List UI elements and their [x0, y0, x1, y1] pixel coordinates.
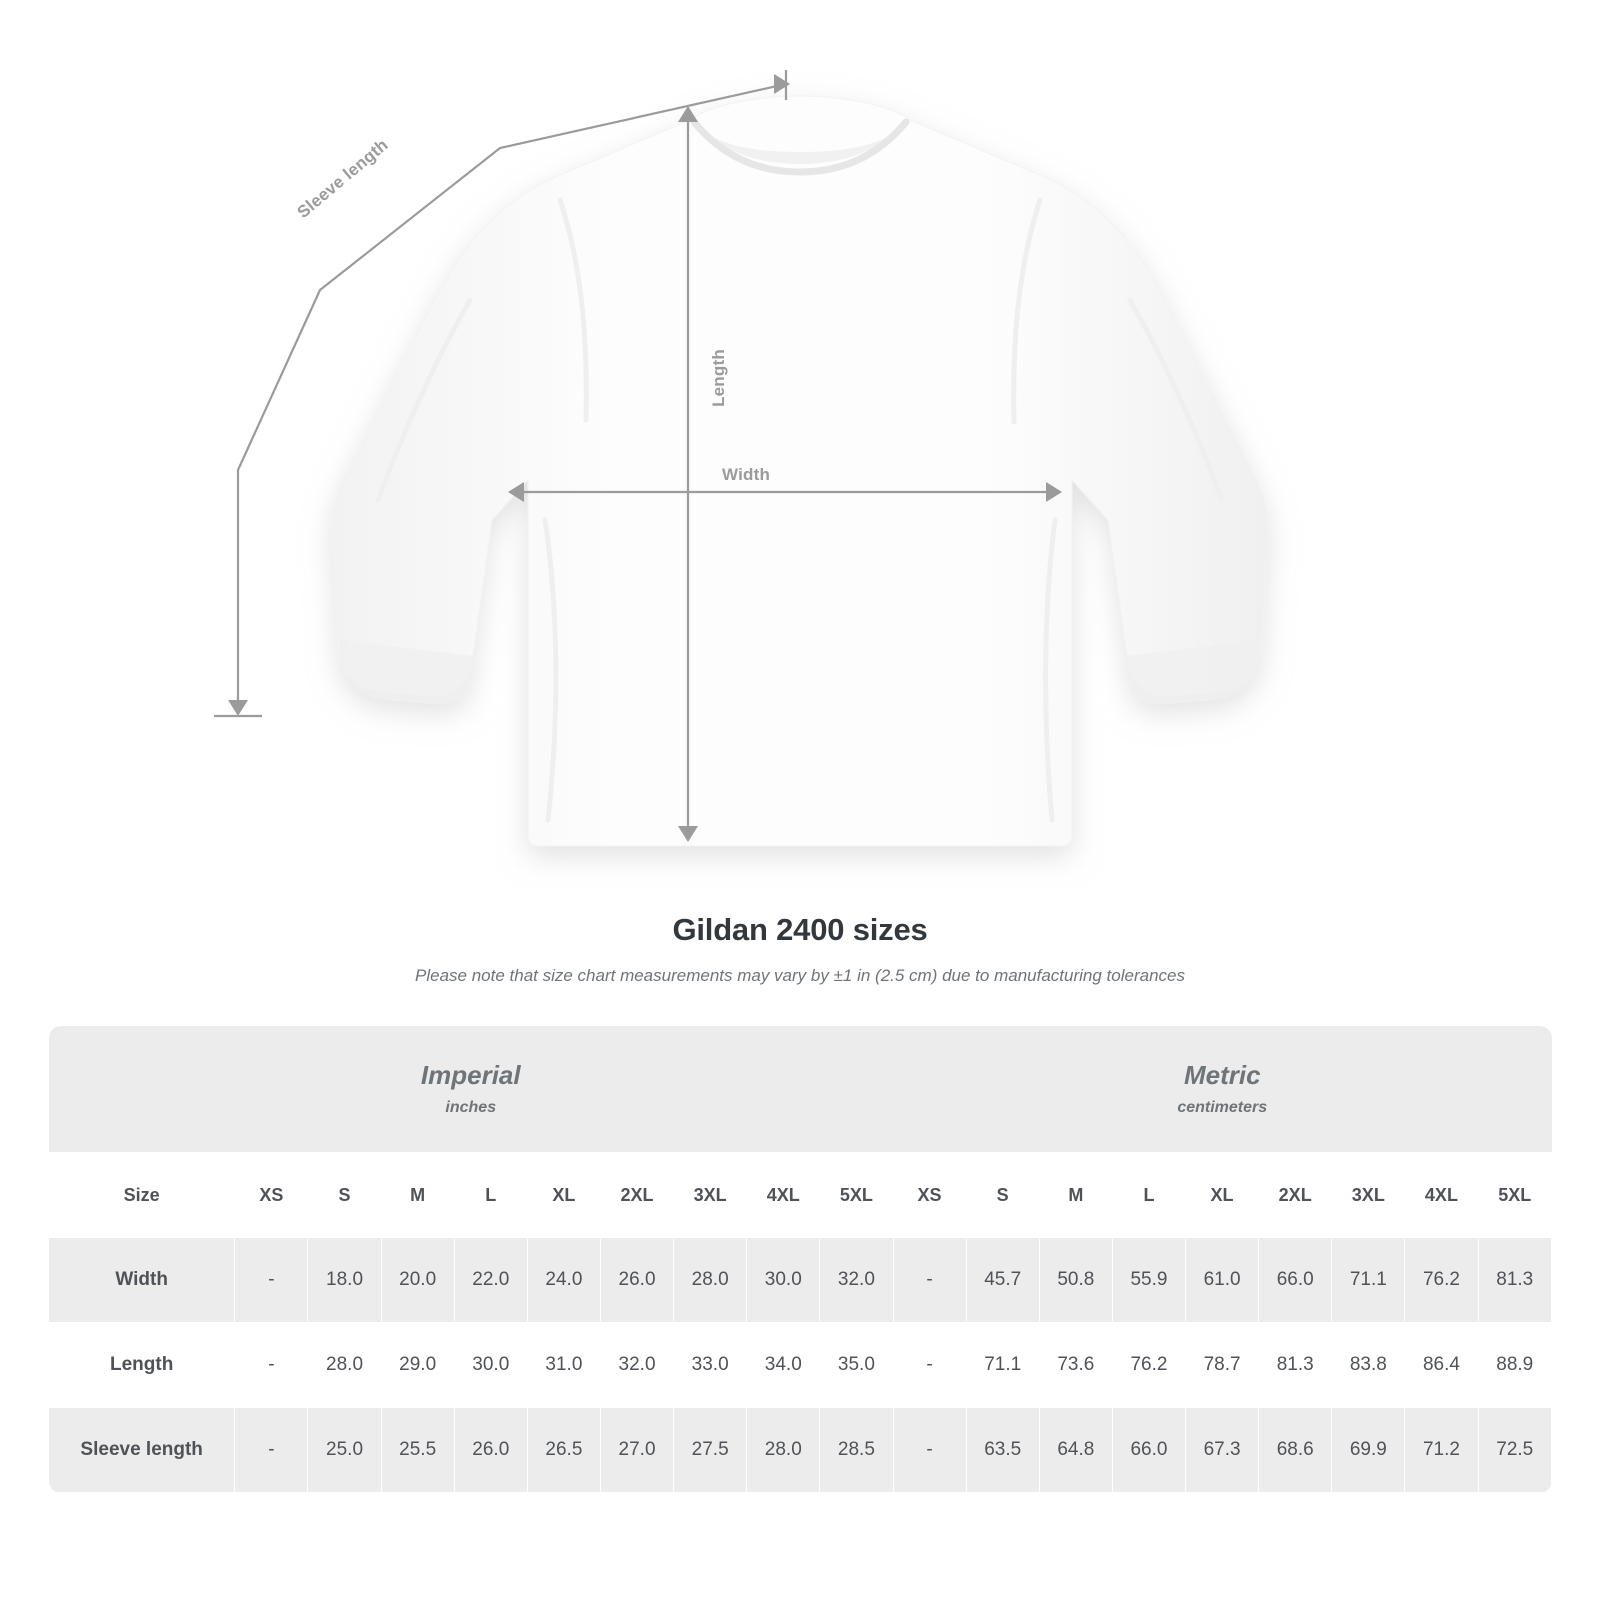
cell-length-3: 30.0 — [454, 1323, 527, 1408]
width-label: Width — [722, 465, 771, 484]
cell-length-12: 76.2 — [1112, 1323, 1185, 1408]
row-label-sleeve-length: Sleeve length — [49, 1408, 235, 1493]
header-size-5: 2XL — [600, 1153, 673, 1238]
header-size-7: 4XL — [747, 1153, 820, 1238]
cell-length-15: 83.8 — [1332, 1323, 1405, 1408]
cell-sleeve-4: 26.5 — [527, 1408, 600, 1493]
title-block — [0, 912, 1600, 986]
cell-width-8: 32.0 — [820, 1238, 893, 1323]
unit-group-metric-sub: centimeters — [1177, 1098, 1268, 1116]
table-header-row — [49, 1153, 1552, 1238]
cell-sleeve-15: 69.9 — [1332, 1408, 1405, 1493]
unit-group-metric-name: Metric — [1183, 1060, 1261, 1091]
cell-sleeve-3: 26.0 — [454, 1408, 527, 1493]
row-label-width: Width — [49, 1238, 235, 1323]
header-size-14: 2XL — [1259, 1153, 1332, 1238]
header-size-17: 5XL — [1478, 1153, 1552, 1238]
header-size-13: XL — [1186, 1153, 1259, 1238]
cell-sleeve-1: 25.0 — [308, 1408, 381, 1493]
unit-group-metric — [893, 1026, 1552, 1153]
cell-length-11: 73.6 — [1039, 1323, 1112, 1408]
header-size-8: 5XL — [820, 1153, 893, 1238]
cell-length-0: - — [235, 1323, 308, 1408]
cell-sleeve-16: 71.2 — [1405, 1408, 1478, 1493]
header-size-4: XL — [527, 1153, 600, 1238]
cell-width-11: 50.8 — [1039, 1238, 1112, 1323]
cell-sleeve-17: 72.5 — [1478, 1408, 1552, 1493]
page-title: Gildan 2400 sizes — [672, 912, 928, 947]
cell-sleeve-2: 25.5 — [381, 1408, 454, 1493]
table-row — [49, 1408, 1552, 1493]
shirt-body-shape — [331, 96, 1268, 846]
cell-sleeve-11: 64.8 — [1039, 1408, 1112, 1493]
page-subtitle: Please note that size chart measurements may vary by ±1 in (2.5 cm) due to manufacturing tolerances — [415, 966, 1185, 985]
cell-width-6: 28.0 — [674, 1238, 747, 1323]
unit-group-imperial-sub: inches — [445, 1098, 497, 1116]
header-size-6: 3XL — [674, 1153, 747, 1238]
unit-group-imperial-name: Imperial — [420, 1060, 521, 1091]
cell-sleeve-5: 27.0 — [600, 1408, 673, 1493]
cell-length-6: 33.0 — [674, 1323, 747, 1408]
table-row — [49, 1323, 1552, 1408]
cell-sleeve-13: 67.3 — [1186, 1408, 1259, 1493]
cell-length-8: 35.0 — [820, 1323, 893, 1408]
sleeve-length-label: Sleeve length — [293, 135, 392, 222]
header-size-3: L — [454, 1153, 527, 1238]
header-size-10: S — [966, 1153, 1039, 1238]
cell-width-5: 26.0 — [600, 1238, 673, 1323]
cell-sleeve-0: - — [235, 1408, 308, 1493]
header-size: Size — [49, 1153, 235, 1238]
cell-width-3: 22.0 — [454, 1238, 527, 1323]
cell-length-9: - — [893, 1323, 966, 1408]
cell-sleeve-10: 63.5 — [966, 1408, 1039, 1493]
header-size-11: M — [1039, 1153, 1112, 1238]
cell-width-15: 71.1 — [1332, 1238, 1405, 1323]
cell-length-10: 71.1 — [966, 1323, 1039, 1408]
cell-length-13: 78.7 — [1186, 1323, 1259, 1408]
cell-width-17: 81.3 — [1478, 1238, 1552, 1323]
cell-length-1: 28.0 — [308, 1323, 381, 1408]
cell-length-7: 34.0 — [747, 1323, 820, 1408]
cell-width-10: 45.7 — [966, 1238, 1039, 1323]
table-row — [49, 1238, 1552, 1323]
header-size-15: 3XL — [1332, 1153, 1405, 1238]
header-size-0: XS — [235, 1153, 308, 1238]
cell-sleeve-6: 27.5 — [674, 1408, 747, 1493]
size-chart-table — [48, 1026, 1552, 1493]
cell-width-14: 66.0 — [1259, 1238, 1332, 1323]
header-size-12: L — [1112, 1153, 1185, 1238]
header-size-2: M — [381, 1153, 454, 1238]
cell-width-7: 30.0 — [747, 1238, 820, 1323]
cell-sleeve-9: - — [893, 1408, 966, 1493]
cell-sleeve-7: 28.0 — [747, 1408, 820, 1493]
cell-length-17: 88.9 — [1478, 1323, 1552, 1408]
cell-width-4: 24.0 — [527, 1238, 600, 1323]
cell-width-9: - — [893, 1238, 966, 1323]
cell-width-0: - — [235, 1238, 308, 1323]
cell-length-16: 86.4 — [1405, 1323, 1478, 1408]
length-label: Length — [708, 349, 728, 407]
header-size-9: XS — [893, 1153, 966, 1238]
cell-width-13: 61.0 — [1186, 1238, 1259, 1323]
unit-header-row — [49, 1026, 1552, 1153]
size-chart-table-wrap — [48, 1026, 1552, 1493]
row-label-length: Length — [49, 1323, 235, 1408]
cell-sleeve-8: 28.5 — [820, 1408, 893, 1493]
cell-width-12: 55.9 — [1112, 1238, 1185, 1323]
cell-sleeve-14: 68.6 — [1259, 1408, 1332, 1493]
cell-length-14: 81.3 — [1259, 1323, 1332, 1408]
cell-width-16: 76.2 — [1405, 1238, 1478, 1323]
header-size-16: 4XL — [1405, 1153, 1478, 1238]
header-size-1: S — [308, 1153, 381, 1238]
cell-width-2: 20.0 — [381, 1238, 454, 1323]
cell-length-5: 32.0 — [600, 1323, 673, 1408]
cell-length-2: 29.0 — [381, 1323, 454, 1408]
cell-length-4: 31.0 — [527, 1323, 600, 1408]
cell-sleeve-12: 66.0 — [1112, 1408, 1185, 1493]
cell-width-1: 18.0 — [308, 1238, 381, 1323]
unit-group-imperial — [49, 1026, 894, 1153]
